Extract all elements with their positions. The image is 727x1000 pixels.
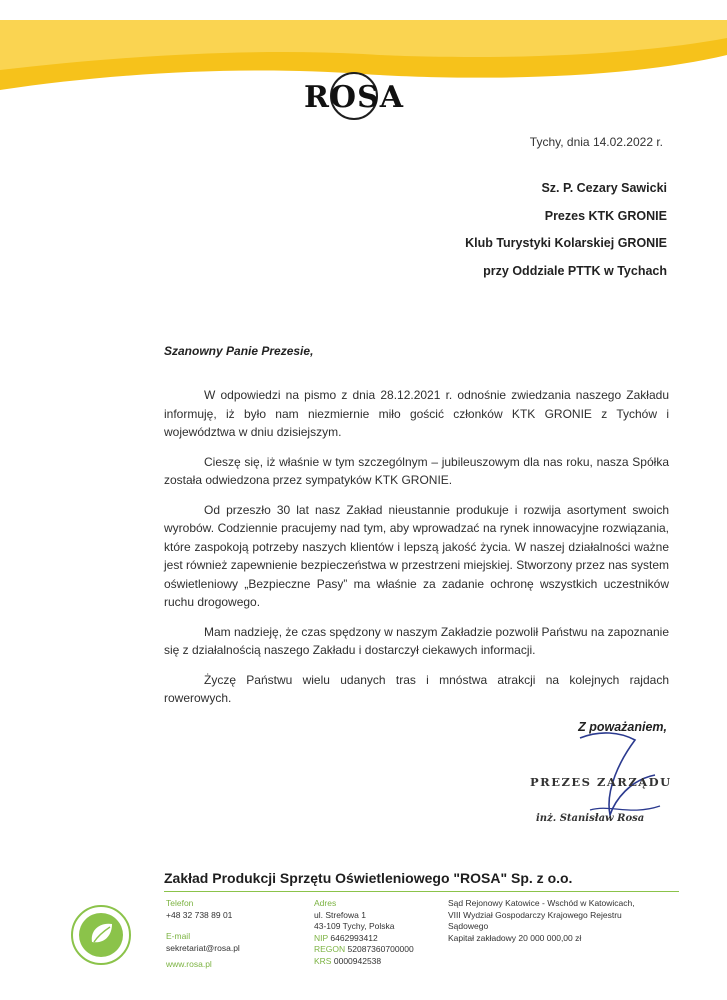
krs-value: 0000942538 (333, 955, 382, 966)
court-line: Sąd Rejonowy Katowice - Wschód w Katowicach, (448, 898, 635, 908)
court-line: Sądowego (448, 921, 489, 931)
street: ul. Strefowa 1 (314, 909, 366, 920)
paragraph: Od przeszło 30 lat nasz Zakład nieustannie produkuje i rozwija asortyment swoich wyrobów. Codziennie pracujemy nad tym, aby wprowadzać na rynek innowacyjne rozwiązania, które zaspokoją potrzeby naszych klientów i lepszą jakość życia. W naszej działalności ważne jest również zapewnienie bezpieczeństwa w przestrzeni miejskiej. Stworzony przez nas system oświetleniowy „Bezpieczne Pasy” ma właśnie za zadanie ochronę wszystkich uczestników ruchu drogowego. (164, 502, 669, 609)
paragraph: Cieszę się, iż właśnie w tym szczególnym – jubileuszowym dla nas roku, nasza Spółka została odwiedzona przez sympatyków KTK GRONIE. (164, 454, 669, 487)
signature-name-stamp: inż. Stanisław Rosa (536, 813, 645, 824)
leaf-logo-icon (70, 904, 132, 966)
krs-label: KRS (314, 955, 332, 966)
email-address: sekretariat@rosa.pl (166, 942, 240, 953)
email-label: E-mail (166, 931, 191, 941)
footer-contact-column (166, 898, 240, 971)
address-label: Adres (314, 898, 337, 908)
paragraph: W odpowiedzi na pismo z dnia 28.12.2021 r. odnośnie zwiedzania naszego Zakładu informuję, iż było nam niezmiernie miło gościć członków KTK GRONIE z Tychów i województwa w dniu dzisiejszym. (164, 388, 669, 439)
regon-value: 52087360700000 (347, 944, 414, 954)
signature-title-stamp: PREZES ZARZĄDU (530, 775, 672, 789)
recipient-line: Prezes KTK GRONIE (544, 208, 667, 223)
footer-registry-column (448, 898, 678, 944)
website-link: www.rosa.pl (166, 959, 212, 969)
paragraph: Mam nadzieję, że czas spędzony w naszym Zakładzie pozwolił Państwu na zapoznanie się z działalnością naszego Zakładu i dostarczył ciekawych informacji. (164, 624, 669, 657)
logo-text: ROSA (304, 80, 405, 115)
recipient-block (465, 181, 667, 291)
regon-label: REGON (314, 944, 346, 954)
footer-divider (164, 891, 679, 892)
city: 43-109 Tychy, Polska (314, 921, 395, 931)
share-capital: Kapitał zakładowy 20 000 000,00 zł (448, 932, 582, 943)
footer-address-column (314, 898, 414, 967)
nip-value: 6462993412 (330, 932, 378, 943)
recipient-line: Sz. P. Cezary Sawicki (541, 181, 667, 195)
paragraph: Życzę Państwu wielu udanych tras i mnóstwa atrakcji na kolejnych rajdach rowerowych. (164, 672, 669, 705)
letter-body (164, 386, 669, 719)
recipient-line: Klub Turystyki Kolarskiej GRONIE (465, 236, 667, 250)
footer-company-name: Zakład Produkcji Sprzętu Oświetleniowego "ROSA" Sp. z o.o. (164, 870, 573, 886)
phone-number: +48 32 738 89 01 (166, 909, 233, 920)
recipient-line: przy Oddziale PTTK w Tychach (483, 263, 667, 278)
closing: Z poważaniem, (578, 720, 667, 734)
phone-label: Telefon (166, 898, 194, 908)
letter-date: Tychy, dnia 14.02.2022 r. (529, 135, 663, 149)
court-line: VIII Wydział Gospodarczy Krajowego Rejestru (448, 909, 622, 920)
nip-label: NIP (314, 932, 329, 943)
greeting: Szanowny Panie Prezesie, (164, 344, 314, 358)
company-logo (300, 72, 410, 128)
